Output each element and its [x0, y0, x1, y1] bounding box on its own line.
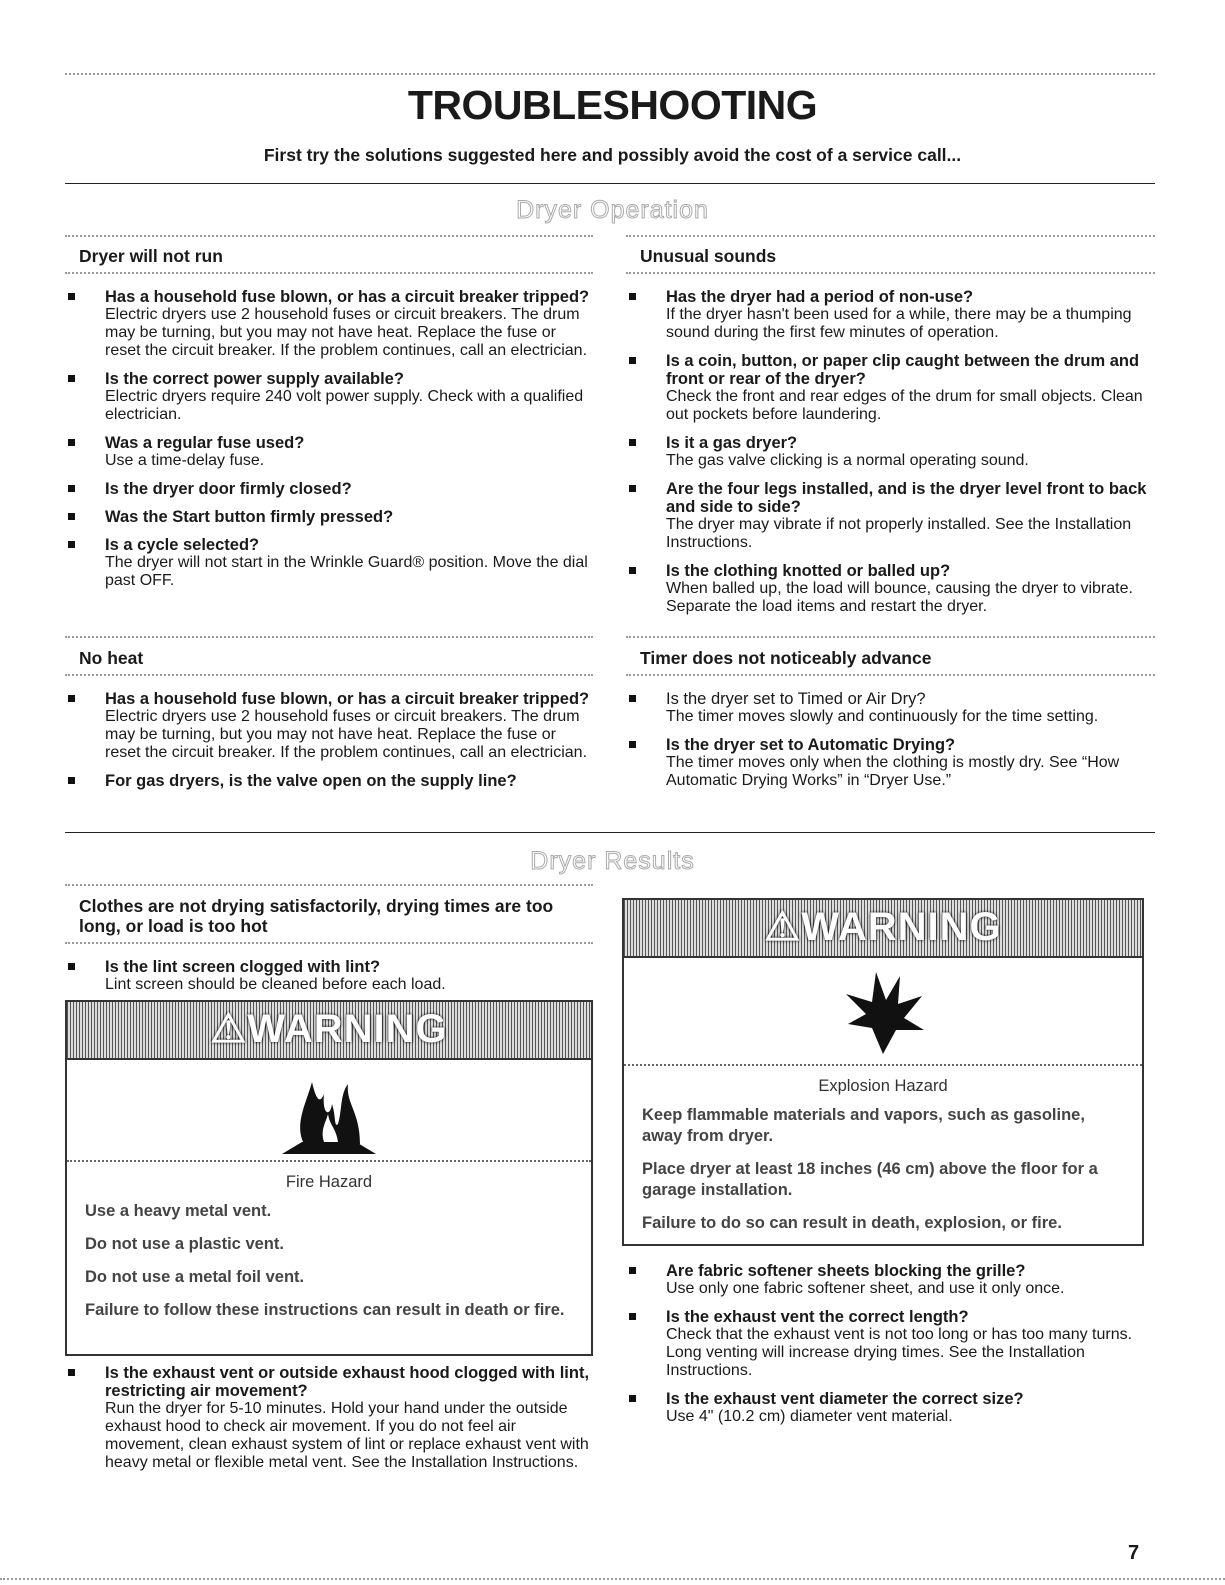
question: Is the lint screen clogged with lint?: [105, 958, 381, 976]
divider: [65, 674, 593, 676]
question: Is it a gas dryer?: [666, 434, 798, 452]
no-heat: [65, 648, 595, 790]
bullet: [68, 695, 75, 702]
warning-line: Failure to do so can result in death, explosion, or fire.: [642, 1214, 1062, 1232]
warning-line: Failure to follow these instructions can result in death or fire.: [85, 1301, 565, 1319]
warning-line: Do not use a plastic vent.: [85, 1235, 284, 1253]
section-heading: Clothes are not drying satisfactorily, drying times are too long, or load is too hot: [79, 896, 554, 936]
question: Was a regular fuse used?: [105, 434, 305, 452]
answer: If the dryer hasn't been used for a while, there may be a thumping sound during the first few minutes of operation.: [666, 306, 1132, 341]
answer: The dryer will not start in the Wrinkle Guard® position. Move the dial past OFF.: [105, 554, 588, 589]
divider: [65, 942, 593, 944]
answer: Check that the exhaust vent is not too long or has too many turns. Long venting will increase drying times. See the Installation Instructions.: [666, 1326, 1133, 1379]
list-item: [626, 1262, 1156, 1298]
section-heading: Dryer will not run: [79, 246, 223, 266]
bullet: [629, 439, 636, 446]
bullet: [629, 485, 636, 492]
divider: [65, 235, 593, 237]
divider: [626, 636, 1155, 638]
answer: Use only one fabric softener sheet, and use it only once.: [666, 1280, 1065, 1297]
list-item: [626, 352, 1156, 424]
list-item: [65, 536, 595, 590]
list-item: [626, 288, 1156, 342]
divider: [65, 636, 593, 638]
answer: When balled up, the load will bounce, causing the dryer to vibrate. Separate the load items and restart the dryer.: [666, 580, 1133, 615]
timer-does-not-advance: [626, 648, 1156, 790]
bullet: [68, 513, 75, 520]
bullet: [68, 293, 75, 300]
bullet: [629, 567, 636, 574]
answer: Run the dryer for 5-10 minutes. Hold your hand under the outside exhaust hood to check air movement. If you do not feel air movement, clean exhaust system of lint or replace exhaust vent with heavy metal or flexible metal vent. See the Installation Instructions.: [105, 1400, 589, 1471]
bullet: [68, 485, 75, 492]
list-item: [65, 370, 595, 424]
divider: [65, 272, 593, 274]
question: Is the dryer door firmly closed?: [105, 480, 352, 498]
divider: [626, 674, 1155, 676]
bullet: [68, 963, 75, 970]
question: Is a cycle selected?: [105, 536, 260, 554]
section-heading: Timer does not noticeably advance: [640, 648, 932, 668]
answer: The timer moves slowly and continuously for the time setting.: [666, 708, 1099, 725]
section-heading: Unusual sounds: [640, 246, 777, 266]
unusual-sounds: [626, 246, 1156, 616]
answer: Check the front and rear edges of the drum for small objects. Clean out pockets before laundering.: [666, 388, 1143, 423]
divider: [65, 884, 593, 886]
answer: Lint screen should be cleaned before each load.: [105, 976, 446, 993]
list-item: [626, 480, 1156, 552]
question: Is the exhaust vent the correct length?: [666, 1308, 969, 1326]
question: Is the exhaust vent diameter the correct size?: [666, 1390, 1024, 1408]
section-dryer-operation: Dryer Operation: [516, 196, 709, 224]
question: Is a coin, button, or paper clip caught between the drum and front or rear of the dryer?: [666, 352, 1140, 388]
answer: Use 4" (10.2 cm) diameter vent material.: [666, 1408, 953, 1425]
question: Is the exhaust vent or outside exhaust hood clogged with lint, restricting air movement?: [105, 1364, 590, 1400]
fire-icon: [67, 1060, 591, 1162]
list-item: [65, 508, 595, 526]
bullet: [68, 541, 75, 548]
bullet: [68, 375, 75, 382]
bullet: [68, 1369, 75, 1376]
bullet: [629, 1313, 636, 1320]
warning-body: [624, 1066, 1142, 1252]
list-item: [65, 288, 595, 360]
bullet: [629, 293, 636, 300]
answer: Use a time-delay fuse.: [105, 452, 265, 469]
warning-label: ⚠WARNING: [210, 1007, 448, 1051]
question: Is the dryer set to Automatic Drying?: [666, 736, 956, 754]
bullet: [629, 357, 636, 364]
fire-warning-box: [65, 1000, 593, 1356]
list-item: [626, 690, 1156, 726]
bullet: [68, 439, 75, 446]
section-dryer-results: Dryer Results: [530, 847, 695, 875]
list-item: [65, 480, 595, 498]
question: Was the Start button firmly pressed?: [105, 508, 394, 526]
list-item: [65, 1364, 595, 1472]
top-dotted-rule: [65, 73, 1155, 75]
answer: The timer moves only when the clothing is mostly dry. See “How Automatic Drying Works” in “Dryer Use.”: [666, 754, 1120, 789]
bullet: [629, 1267, 636, 1274]
answer: The dryer may vibrate if not properly installed. See the Installation Instructions.: [666, 516, 1132, 551]
clothes-not-drying: [65, 896, 595, 994]
bullet: [68, 777, 75, 784]
list-item: [626, 434, 1156, 470]
warning-body: [67, 1162, 591, 1339]
results-right-items: [626, 1254, 1156, 1426]
warning-header: [624, 900, 1142, 958]
question: Is the clothing knotted or balled up?: [666, 562, 951, 580]
warning-label: ⚠WARNING: [764, 905, 1002, 949]
question: Has a household fuse blown, or has a circuit breaker tripped?: [105, 690, 590, 708]
answer: Electric dryers use 2 household fuses or circuit breakers. The drum may be turning, but you may not have heat. Replace the fuse or reset the circuit breaker. If the problem continues, call an electrician.: [105, 708, 588, 761]
warning-line: Place dryer at least 18 inches (46 cm) above the floor for a garage installation.: [642, 1160, 1098, 1199]
section-rule: [65, 832, 1155, 833]
divider: [626, 272, 1155, 274]
question: Are fabric softener sheets blocking the grille?: [666, 1262, 1026, 1280]
exhaust-clogged: [65, 1356, 595, 1472]
warning-header: [67, 1002, 591, 1060]
list-item: [65, 690, 595, 762]
question: Are the four legs installed, and is the dryer level front to back and side to side?: [666, 480, 1147, 516]
dryer-will-not-run: [65, 246, 595, 590]
question: Has a household fuse blown, or has a circuit breaker tripped?: [105, 288, 590, 306]
question: Is the correct power supply available?: [105, 370, 404, 388]
answer: The gas valve clicking is a normal operating sound.: [666, 452, 1029, 469]
list-item: [65, 434, 595, 470]
warning-line: Keep flammable materials and vapors, such as gasoline, away from dryer.: [642, 1106, 1085, 1145]
warning-line: Use a heavy metal vent.: [85, 1202, 272, 1220]
list-item: [65, 772, 595, 790]
bottom-dotted-rule: [0, 1578, 1225, 1580]
question: Is the dryer set to Timed or Air Dry?: [666, 690, 926, 708]
divider: [626, 235, 1155, 237]
answer: Electric dryers use 2 household fuses or circuit breakers. The drum may be turning, but you may not have heat. Replace the fuse or reset the circuit breaker. If the problem continues, call an electrician.: [105, 306, 588, 359]
section-heading: No heat: [79, 648, 144, 668]
explosion-warning-box: [622, 898, 1144, 1246]
warning-line: Do not use a metal foil vent.: [85, 1268, 305, 1286]
header-rule: [65, 183, 1155, 184]
bullet: [629, 1395, 636, 1402]
explosion-icon: [624, 958, 1142, 1066]
question: Has the dryer had a period of non-use?: [666, 288, 974, 306]
list-item: [626, 1390, 1156, 1426]
hazard-title: Fire Hazard: [285, 1173, 373, 1191]
page-subtitle: First try the solutions suggested here and possibly avoid the cost of a service call...: [263, 145, 962, 165]
bullet: [629, 741, 636, 748]
bullet: [629, 695, 636, 702]
list-item: [626, 562, 1156, 616]
list-item: [65, 958, 595, 994]
answer: Electric dryers require 240 volt power supply. Check with a qualified electrician.: [105, 388, 584, 423]
list-item: [626, 1308, 1156, 1380]
page-title: TROUBLESHOOTING: [407, 82, 818, 128]
question: For gas dryers, is the valve open on the supply line?: [105, 772, 517, 790]
hazard-title: Explosion Hazard: [818, 1077, 948, 1095]
page-number: 7: [1128, 1542, 1140, 1564]
list-item: [626, 736, 1156, 790]
